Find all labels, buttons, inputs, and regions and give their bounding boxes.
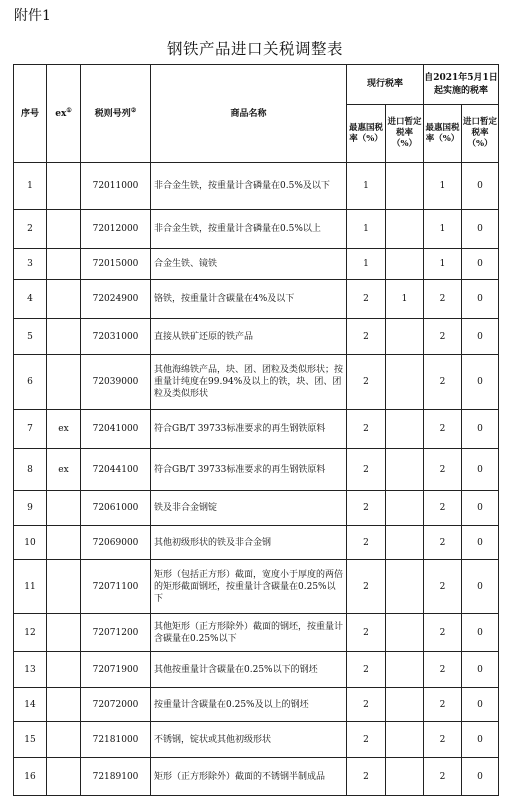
cell-mfn-new: 1 [424,249,462,280]
cell-provisional-new: 0 [462,449,499,491]
header-code-label: 税则号列 [94,108,131,119]
cell-seq: 3 [14,249,47,280]
cell-ex: ex [47,449,81,491]
cell-mfn-current: 2 [347,652,386,688]
cell-ex [47,210,81,249]
cell-provisional-new: 0 [462,410,499,449]
cell-seq: 6 [14,355,47,410]
cell-mfn-current: 2 [347,614,386,652]
cell-ex [47,758,81,796]
table-row [14,410,499,449]
cell-provisional-new: 0 [462,758,499,796]
table-row [14,560,499,614]
cell-seq: 5 [14,319,47,355]
cell-code: 72015000 [81,249,151,280]
cell-name: 非合金生铁，按重量计含磷量在0.5%以上 [151,210,347,249]
header-mfn-new: 最惠国税率（%） [424,105,462,163]
cell-seq: 2 [14,210,47,249]
cell-code: 72181000 [81,722,151,758]
cell-provisional-current [386,526,424,560]
cell-name: 直接从铁矿还原的铁产品 [151,319,347,355]
cell-provisional-new: 0 [462,688,499,722]
header-code [81,65,151,163]
table-row [14,210,499,249]
cell-provisional-new: 0 [462,560,499,614]
table-row [14,758,499,796]
cell-provisional-new: 0 [462,614,499,652]
cell-seq: 9 [14,491,47,526]
cell-seq: 12 [14,614,47,652]
cell-mfn-current: 2 [347,688,386,722]
table-row [14,722,499,758]
cell-ex [47,280,81,319]
cell-seq: 14 [14,688,47,722]
cell-provisional-new: 0 [462,355,499,410]
cell-mfn-new: 2 [424,491,462,526]
cell-name: 铬铁，按重量计含碳量在4%及以下 [151,280,347,319]
table-row [14,526,499,560]
table-row [14,614,499,652]
cell-mfn-current: 1 [347,163,386,210]
cell-provisional-current [386,249,424,280]
header-ex-label: ex [55,108,67,119]
cell-ex [47,355,81,410]
cell-seq: 11 [14,560,47,614]
cell-ex [47,491,81,526]
cell-seq: 13 [14,652,47,688]
cell-mfn-current: 2 [347,449,386,491]
cell-ex [47,722,81,758]
cell-provisional-new: 0 [462,722,499,758]
cell-seq: 4 [14,280,47,319]
cell-mfn-current: 2 [347,722,386,758]
cell-code: 72031000 [81,319,151,355]
cell-name: 其他按重量计含碳量在0.25%以下的钢坯 [151,652,347,688]
cell-provisional-current: 1 [386,280,424,319]
cell-provisional-new: 0 [462,491,499,526]
cell-mfn-new: 2 [424,722,462,758]
cell-provisional-new: 0 [462,526,499,560]
cell-mfn-current: 2 [347,491,386,526]
header-code-footnote: ② [130,106,137,114]
cell-code: 72071900 [81,652,151,688]
header-current-rates: 现行税率 [347,65,424,105]
cell-mfn-new: 1 [424,163,462,210]
cell-seq: 8 [14,449,47,491]
cell-mfn-new: 2 [424,280,462,319]
cell-name: 其他海绵铁产品，块、团、团粒及类似形状；按重量计纯度在99.94%及以上的铁，块、团、团粒及类似形状 [151,355,347,410]
cell-mfn-new: 2 [424,355,462,410]
cell-ex [47,560,81,614]
header-provisional-new: 进口暂定税率（%） [462,105,499,163]
cell-provisional-new: 0 [462,249,499,280]
table-body [14,163,499,796]
cell-name: 其他矩形（正方形除外）截面的钢坯，按重量计含碳量在0.25%以下 [151,614,347,652]
cell-mfn-new: 2 [424,560,462,614]
cell-mfn-new: 1 [424,210,462,249]
cell-ex [47,652,81,688]
cell-provisional-current [386,319,424,355]
cell-mfn-current: 2 [347,280,386,319]
cell-code: 72011000 [81,163,151,210]
cell-provisional-current [386,163,424,210]
cell-name: 矩形（正方形除外）截面的不锈钢半制成品 [151,758,347,796]
cell-mfn-new: 2 [424,688,462,722]
cell-mfn-new: 2 [424,319,462,355]
cell-provisional-current [386,410,424,449]
cell-provisional-current [386,560,424,614]
cell-code: 72069000 [81,526,151,560]
table-row [14,688,499,722]
table-row [14,163,499,210]
table-row [14,249,499,280]
table-row [14,355,499,410]
cell-mfn-new: 2 [424,526,462,560]
cell-provisional-current [386,722,424,758]
cell-code: 72039000 [81,355,151,410]
cell-provisional-new: 0 [462,652,499,688]
cell-provisional-new: 0 [462,280,499,319]
cell-code: 72071200 [81,614,151,652]
table-row [14,449,499,491]
cell-mfn-current: 2 [347,560,386,614]
header-new-rates: 自2021年5月1日起实施的税率 [424,65,499,105]
cell-name: 符合GB/T 39733标准要求的再生钢铁原料 [151,449,347,491]
cell-name: 非合金生铁，按重量计含磷量在0.5%及以下 [151,163,347,210]
cell-mfn-new: 2 [424,758,462,796]
cell-ex [47,319,81,355]
header-name: 商品名称 [151,65,347,163]
cell-provisional-current [386,210,424,249]
cell-mfn-new: 2 [424,652,462,688]
header-mfn-current: 最惠国税率（%） [347,105,386,163]
cell-name: 合金生铁、镜铁 [151,249,347,280]
cell-name: 矩形（包括正方形）截面，宽度小于厚度的两倍的矩形截面钢坯，按重量计含碳量在0.25%以下 [151,560,347,614]
attachment-label: 附件1 [14,8,51,24]
cell-code: 72041000 [81,410,151,449]
cell-mfn-current: 2 [347,319,386,355]
cell-mfn-current: 2 [347,526,386,560]
header-ex [47,65,81,163]
cell-seq: 10 [14,526,47,560]
cell-provisional-new: 0 [462,319,499,355]
document-title: 钢铁产品进口关税调整表 [166,40,343,58]
cell-code: 72061000 [81,491,151,526]
cell-provisional-current [386,688,424,722]
cell-code: 72189100 [81,758,151,796]
table-row [14,319,499,355]
cell-code: 72044100 [81,449,151,491]
cell-code: 72072000 [81,688,151,722]
cell-name: 其他初级形状的铁及非合金钢 [151,526,347,560]
cell-provisional-current [386,614,424,652]
cell-ex [47,526,81,560]
header-ex-footnote: ① [66,106,72,114]
cell-provisional-current [386,355,424,410]
table-row [14,491,499,526]
header-provisional-current: 进口暂定税率（%） [386,105,424,163]
cell-mfn-current: 2 [347,410,386,449]
table-row [14,280,499,319]
cell-provisional-current [386,491,424,526]
cell-name: 铁及非合金钢锭 [151,491,347,526]
cell-name: 不锈钢，锭状或其他初级形状 [151,722,347,758]
table-row [14,652,499,688]
cell-name: 按重量计含碳量在0.25%及以上的钢坯 [151,688,347,722]
cell-seq: 7 [14,410,47,449]
cell-provisional-current [386,652,424,688]
cell-ex: ex [47,410,81,449]
cell-name: 符合GB/T 39733标准要求的再生钢铁原料 [151,410,347,449]
cell-provisional-new: 0 [462,210,499,249]
cell-seq: 16 [14,758,47,796]
cell-provisional-new: 0 [462,163,499,210]
cell-mfn-current: 2 [347,758,386,796]
cell-code: 72012000 [81,210,151,249]
cell-mfn-new: 2 [424,449,462,491]
cell-code: 72071100 [81,560,151,614]
cell-code: 72024900 [81,280,151,319]
header-seq: 序号 [14,65,47,163]
cell-provisional-current [386,449,424,491]
cell-seq: 1 [14,163,47,210]
cell-mfn-current: 1 [347,210,386,249]
cell-mfn-current: 2 [347,355,386,410]
cell-ex [47,249,81,280]
cell-mfn-current: 1 [347,249,386,280]
cell-provisional-current [386,758,424,796]
tariff-table [13,64,499,796]
cell-mfn-new: 2 [424,614,462,652]
cell-ex [47,163,81,210]
cell-mfn-new: 2 [424,410,462,449]
cell-ex [47,688,81,722]
cell-seq: 15 [14,722,47,758]
cell-ex [47,614,81,652]
